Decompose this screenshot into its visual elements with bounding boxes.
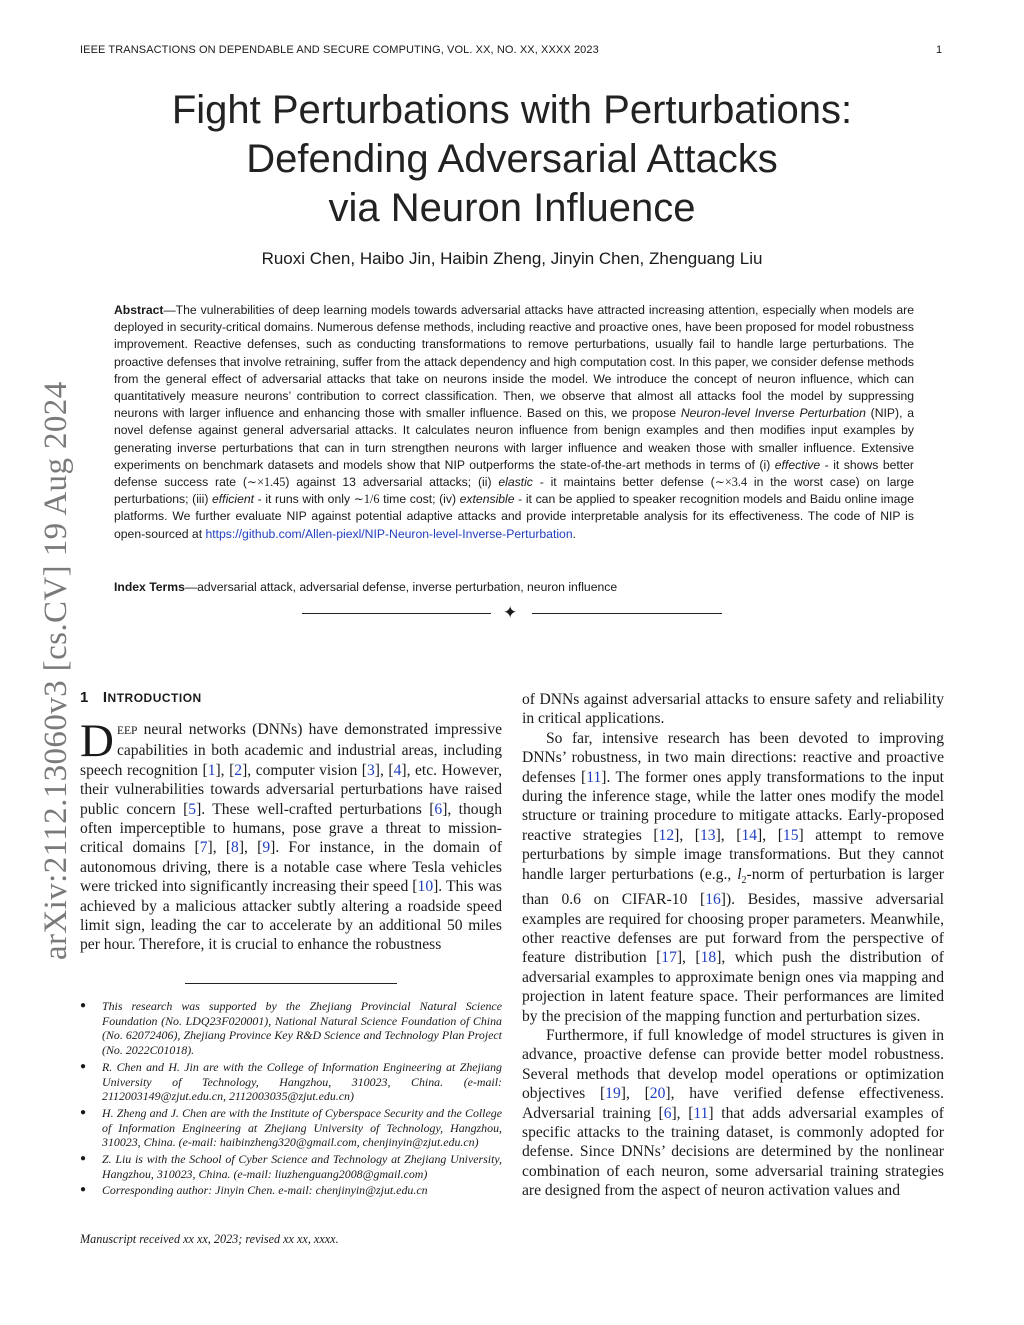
- body-text: ], [: [674, 826, 700, 844]
- body-text: ], which push the distribution of adversarial examples to approximate benign ones via mapping and projection in latent feature space. Their performances are limited by the precision of the mapping function and perturbation sizes.: [522, 949, 944, 1025]
- separator-diamond-icon: ✦: [503, 603, 518, 622]
- arxiv-stamp: arXiv:2112.13060v3 [cs.CV] 19 Aug 2024: [38, 381, 74, 960]
- body-text: neural networks (DNNs) have demonstrated impressive capabilities in both academic and industrial areas, including speech recognition [: [80, 721, 502, 779]
- body-text: ], [: [676, 949, 701, 967]
- right-column-text: [522, 690, 944, 1201]
- page-number: 1: [936, 44, 943, 56]
- separator-line-left: [302, 613, 491, 614]
- abstract-text: - it runs with only: [254, 492, 354, 507]
- citation-link[interactable]: 3: [366, 761, 375, 779]
- paragraph: of DNNs against adversarial attacks to ensure safety and reliability in critical applications.: [522, 691, 944, 728]
- section-heading: [80, 689, 202, 706]
- body-text: ] attempt to remove perturbations by simple image transformations. But they cannot handle larger perturbations (e.g.,: [522, 826, 945, 883]
- citation-link[interactable]: 11: [693, 1104, 709, 1122]
- body-text: -norm of perturbation is larger than 0.6 on CIFAR-10 [: [522, 865, 944, 909]
- citation-link[interactable]: 10: [417, 878, 434, 896]
- section-title-initial: I: [102, 689, 108, 706]
- footnote-item: [80, 1183, 502, 1198]
- running-header: IEEE TRANSACTIONS ON DEPENDABLE AND SECURE COMPUTING, VOL. XX, NO. XX, XXXX 2023: [80, 44, 599, 56]
- citation-link[interactable]: 6: [663, 1104, 672, 1122]
- citation-link[interactable]: 18: [700, 949, 717, 967]
- abstract-text: (NIP), a novel defense against general adversarial attacks. It calculates neuron influence from benign examples and then modifies input examples by generating inverse perturbations that can in turn strengthen neurons with larger influence and weaken those with smaller influence. Extensive experiments on benchmark datasets and models show that NIP outperforms the state-of-the-art methods in terms of (i): [114, 406, 915, 472]
- abstract-text: - it maintains better defense (: [532, 475, 715, 490]
- index-terms-label: Index Terms: [114, 580, 185, 594]
- abstract-text: in the worst case) on large perturbations; (iii): [114, 475, 914, 507]
- bullet-icon: ●: [80, 1106, 87, 1118]
- citation-link[interactable]: 2: [234, 761, 243, 779]
- footnote-item: [80, 1152, 502, 1181]
- footnote-rule: [185, 983, 397, 984]
- body-text: ]. These well-crafted perturbations [: [196, 800, 435, 818]
- citation-link[interactable]: 11: [586, 768, 602, 786]
- footnote-text: Z. Liu is with the School of Cyber Science and Technology at Zhejiang University, Hangzhou, 310023, China. (e-mail: liuzhenguang2008@gmail.com): [102, 1152, 502, 1181]
- footnote-text: H. Zheng and J. Chen are with the Institute of Cyberspace Security and the College of Information Engineering at Zhejiang University of Technology, Hangzhou, 310023, China. (e-mail: haibinzheng320@gmail.com, chenjinyin@zjut.edu.cn): [102, 1105, 502, 1150]
- left-column-text: [80, 715, 503, 955]
- index-terms: [114, 580, 914, 594]
- footnotes: [80, 999, 502, 1200]
- small-caps-text: EEP: [116, 725, 138, 737]
- title-line-2: Defending Adversarial Attacks: [246, 137, 778, 181]
- footnote-item: [80, 1106, 502, 1150]
- citation-link[interactable]: 12: [658, 826, 675, 844]
- footnote-item: [80, 999, 502, 1058]
- citation-link[interactable]: 15: [782, 826, 799, 844]
- body-text: ] that adds adversarial examples of specific attacks to the training dataset, is commonly adopted for defense. Since DNNs’ decisions are determined by the nonlinear combination of each neuron, some adversarial training strategies are designed from the aspect of neuron activation values and: [522, 1104, 944, 1200]
- abstract-label: Abstract: [114, 303, 164, 317]
- body-text: ], [: [207, 839, 232, 857]
- footnote-text: Corresponding author: Jinyin Chen. e-mail: chenjinyin@zjut.edu.cn: [102, 1183, 428, 1198]
- math-subscript: 2: [741, 874, 747, 886]
- body-text: ]. The former ones apply transformations to the input during the inference stage, while the latter ones modify the model structure or training procedure to mitigate attacks. Early-proposed reactive strategies [: [522, 768, 944, 844]
- citation-link[interactable]: 17: [661, 949, 677, 967]
- abstract-text: - it can be applied to speaker recognition models and Baidu online image platforms. We further evaluate NIP against potential adaptive attacks and provide interpretable analysis for its effectiveness. The code of NIP is open-sourced at: [114, 492, 914, 541]
- keyword-extensible: extensible: [459, 492, 515, 507]
- title-line-3: via Neuron Influence: [328, 186, 696, 230]
- citation-link[interactable]: 16: [705, 891, 721, 909]
- citation-link[interactable]: 4: [393, 761, 402, 779]
- body-text: ], though often imperceptible to humans, pose grave a threat to mission-critical domains [: [80, 800, 502, 857]
- drop-cap: D: [80, 715, 114, 767]
- title-line-1: Fight Perturbations with Perturbations:: [171, 88, 853, 132]
- footnote-text: This research was supported by the Zhejiang Provincial Natural Science Foundation (No. LDQ23F020001), National Natural Science Foundation of China (No. 62072406), Zhejiang Province Key R&D Science and Technology Plan Project (No. 2022C01018).: [102, 999, 502, 1058]
- math-expr: ∼1/6: [353, 492, 380, 507]
- author-list: Ruoxi Chen, Haibo Jin, Haibin Zheng, Jinyin Chen, Zhenguang Liu: [261, 249, 763, 268]
- abstract-text: time cost; (iv): [379, 492, 460, 507]
- bullet-icon: ●: [80, 1060, 87, 1072]
- body-text: ], [: [757, 826, 783, 844]
- body-text: ], [: [620, 1085, 650, 1103]
- citation-link[interactable]: 9: [262, 839, 271, 857]
- bullet-icon: ●: [80, 1000, 87, 1011]
- body-text: ], [: [215, 761, 235, 779]
- body-text: ]. This was achieved by a malicious attacker subtly altering a roadside speed limit sign, leading the car to accelerate by an additional 50 miles per hour. Therefore, it is crucial to enhance the robustness: [80, 878, 502, 954]
- paper-title: [100, 86, 924, 233]
- abstract-text: ) against 13 adversarial attacks; (ii): [285, 475, 499, 490]
- citation-link[interactable]: 1: [207, 761, 216, 779]
- body-text: ], computer vision [: [242, 761, 367, 779]
- body-text: ], etc. However, their vulnerabilities towards adversarial perturbations have raised public concern [: [80, 761, 503, 818]
- section-number: 1: [80, 689, 89, 706]
- footnote-text: R. Chen and H. Jin are with the College of Information Engineering at Zhejiang University of Technology, Hangzhou, 310023, China. (e-mail: 2112003149@zjut.edu.cn, 2112003035@zjut.edu.cn): [102, 1059, 502, 1104]
- body-text: ], have verified defense effectiveness. Adversarial training [: [522, 1085, 945, 1122]
- body-text: ], [: [238, 839, 263, 857]
- footnote-item: [80, 1060, 502, 1104]
- math-expr: ∼×3.4: [714, 475, 748, 490]
- body-text: ]. For instance, in the domain of autonomous driving, there is a notable case where Tesla vehicles were tricked into significantly increasing their speed [: [80, 839, 503, 896]
- body-text: ]). Besides, massive adversarial examples are required for choosing proper parameters. Meanwhile, other reactive defenses are put forward from the perspective of feature distribution [: [522, 891, 945, 967]
- abstract: [114, 302, 914, 543]
- body-text: Furthermore, if full knowledge of model structures is given in advance, proactive defense can provide better model robustness. Several methods that develop model operations or optimization objectives [: [522, 1027, 944, 1103]
- nip-name: Neuron-level Inverse Perturbation: [680, 406, 866, 421]
- citation-link[interactable]: 6: [434, 800, 443, 818]
- citation-link[interactable]: 19: [605, 1085, 621, 1103]
- body-text: ], [: [374, 761, 394, 779]
- keyword-elastic: elastic: [498, 475, 533, 490]
- bullet-icon: ●: [80, 1153, 87, 1165]
- math-l: l: [737, 865, 742, 883]
- citation-link[interactable]: 7: [199, 839, 208, 857]
- code-url-link[interactable]: https://github.com/Allen-piexl/NIP-Neuron-level-Inverse-Perturbation: [205, 526, 573, 541]
- citation-link[interactable]: 8: [231, 839, 239, 857]
- keyword-effective: effective: [774, 457, 821, 472]
- body-text: So far, intensive research has been devoted to improving DNNs’ robustness, in two main directions: reactive and proactive defenses [: [522, 729, 944, 786]
- section-title-rest: NTRODUCTION: [107, 691, 202, 705]
- math-expr: ∼×1.45: [246, 475, 286, 490]
- citation-link[interactable]: 20: [649, 1085, 666, 1103]
- citation-link[interactable]: 14: [741, 826, 758, 844]
- body-text: ], [: [715, 826, 742, 844]
- body-text: ], [: [671, 1104, 694, 1122]
- abstract-text: .: [572, 526, 577, 541]
- paragraph: [522, 1026, 944, 1201]
- separator-line-right: [532, 613, 722, 614]
- abstract-text: —The vulnerabilities of deep learning models towards adversarial attacks have attracted increasing attention, especially when models are deployed in security-critical domains. Numerous defense methods, including reactive and proactive ones, have been proposed for model robustness improvement. Reactive defenses, such as conducting transformations to remove perturbations, usually fail to handle large perturbations. The proactive defenses that involve retraining, suffer from the attack dependency and high computation cost. In this paper, we consider defense methods from the general effect of adversarial attacks that take on neurons inside the model. We introduce the concept of neuron influence, which can quantitatively measure neurons’ contribution to correct classification. Then, we observe that almost all attacks fool the model by suppressing neurons with larger influence and enhancing those with smaller influence. Based on this, we propose: [114, 303, 914, 421]
- citation-link[interactable]: 13: [700, 826, 716, 844]
- abstract-text: - it shows better defense success rate (: [114, 457, 914, 490]
- keyword-efficient: efficient: [212, 492, 255, 507]
- index-terms-text: —adversarial attack, adversarial defense, inverse perturbation, neuron influence: [184, 580, 618, 594]
- paragraph: [522, 729, 944, 1026]
- bullet-icon: ●: [80, 1184, 87, 1196]
- manuscript-note: Manuscript received xx xx, 2023; revised xx xx, xxxx.: [80, 1232, 339, 1246]
- citation-link[interactable]: 5: [188, 800, 197, 818]
